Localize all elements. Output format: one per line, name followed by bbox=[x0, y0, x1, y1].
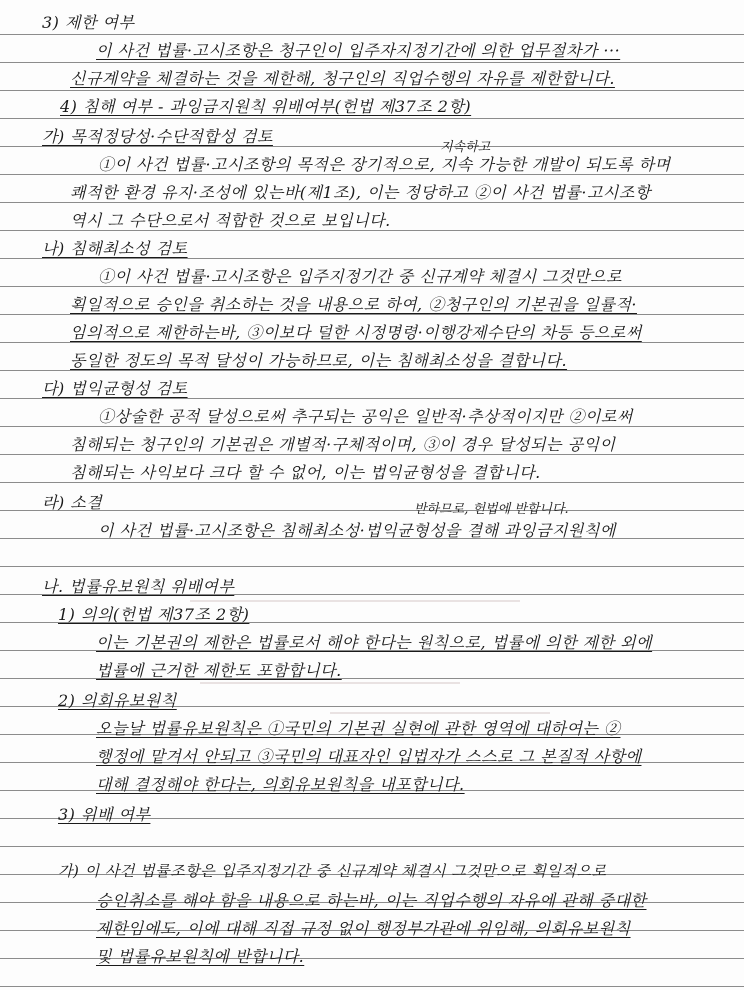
subheading-na: 나) 침해최소성 검토 bbox=[42, 239, 188, 258]
bleed-through-mark bbox=[200, 682, 460, 684]
text-line: 신규계약을 체결하는 것을 제한해, 청구인의 직업수행의 자유를 제한합니다. bbox=[70, 69, 615, 88]
text-line: 이는 기본권의 제한은 법률로서 해야 한다는 원칙으로, 법률에 의한 제한 외에 bbox=[96, 633, 653, 652]
text-line: 오늘날 법률유보원칙은 ①국민의 기본권 실현에 관한 영역에 대하여는 ② bbox=[96, 719, 621, 738]
text-line: 침해되는 사익보다 크다 할 수 없어, 이는 법익균형성을 결합니다. bbox=[70, 463, 541, 482]
subheading-ga: 가) 목적정당성·수단적합성 검토 bbox=[42, 127, 273, 146]
ruled-line bbox=[0, 118, 744, 119]
heading-3-restriction: 3) 제한 여부 bbox=[42, 13, 135, 32]
inserted-text: 반하므로, 헌법에 반합니다. bbox=[414, 502, 569, 517]
ruled-line bbox=[0, 62, 744, 63]
ruled-line bbox=[0, 510, 744, 511]
bleed-through-mark bbox=[330, 712, 550, 714]
text-line: 및 법률유보원칙에 반합니다. bbox=[96, 947, 305, 966]
text-line: 제한임에도, 이에 대해 직접 규정 없이 행정부가관에 위임해, 의회유보원칙 bbox=[96, 919, 631, 938]
inserted-text: 지속하고 bbox=[440, 140, 491, 155]
text-line: ①이 사건 법률·고시조항의 목적은 장기적으로, 지속 가능한 개발이 되도록 하며 bbox=[98, 155, 671, 174]
text-line: 승인취소를 해야 함을 내용으로 하는바, 이는 직업수행의 자유에 관해 중대한 bbox=[96, 891, 647, 910]
text-line: 가) 이 사건 법률조항은 입주지정기간 중 신규계약 체결시 그것만으로 획일적으로 bbox=[58, 862, 607, 880]
text-line: 동일한 정도의 목적 달성이 가능하므로, 이는 침해최소성을 결합니다. bbox=[70, 351, 568, 370]
subheading-ra: 라) 소결 bbox=[42, 493, 103, 512]
ruled-line bbox=[0, 34, 744, 35]
text-line: 임의적으로 제한하는바, ③이보다 덜한 시정명령·이행강제수단의 차등 등으로써 bbox=[70, 323, 642, 342]
heading-1-meaning: 1) 의의(헌법 제37조 2항) bbox=[58, 605, 250, 624]
heading-4-infringement: 4) 침해 여부 - 과잉금지원칙 위배여부(헌법 제37조 2항) bbox=[60, 97, 472, 116]
subheading-da: 다) 법익균형성 검토 bbox=[42, 379, 188, 398]
text-line: ①이 사건 법률·고시조항은 입주지정기간 중 신규계약 체결시 그것만으로 bbox=[98, 267, 622, 286]
ruled-line bbox=[0, 986, 744, 987]
heading-3-violation: 3) 위배 여부 bbox=[58, 805, 151, 824]
text-line: 역시 그 수단으로서 적합한 것으로 보입니다. bbox=[70, 211, 391, 230]
ruled-line bbox=[0, 846, 744, 847]
text-line: 이 사건 법률·고시조항은 청구인이 입주자지정기간에 의한 업무절차가 ··· bbox=[96, 41, 621, 60]
text-line: 행정에 맡겨서 안되고 ③국민의 대표자인 입법자가 스스로 그 본질적 사항에 bbox=[96, 747, 642, 766]
text-line: 대해 결정해야 한다는, 의회유보원칙을 내포합니다. bbox=[96, 775, 465, 794]
heading-2-parliamentary-reservation: 2) 의회유보원칙 bbox=[58, 691, 177, 710]
text-line: 이 사건 법률·고시조항은 침해최소성·법익균형성을 결해 과잉금지원칙에 bbox=[98, 521, 616, 540]
ruled-line bbox=[0, 90, 744, 91]
text-line: 침해되는 청구인의 기본권은 개별적·구체적이며, ③이 경우 달성되는 공익이 bbox=[70, 435, 616, 454]
text-line: ①상술한 공적 달성으로써 추구되는 공익은 일반적·추상적이지만 ②이로써 bbox=[98, 407, 633, 426]
text-line: 법률에 근거한 제한도 포함합니다. bbox=[96, 661, 342, 680]
heading-na-statutory-reservation: 나. 법률유보원칙 위배여부 bbox=[42, 577, 235, 596]
ruled-line bbox=[0, 566, 744, 567]
text-line: 쾌적한 환경 유지·조성에 있는바(제1조), 이는 정당하고 ②이 사건 법률·고시조항 bbox=[70, 183, 651, 202]
text-line: 획일적으로 승인을 취소하는 것을 내용으로 하여, ②청구인의 기본권을 일률적· bbox=[70, 295, 637, 314]
